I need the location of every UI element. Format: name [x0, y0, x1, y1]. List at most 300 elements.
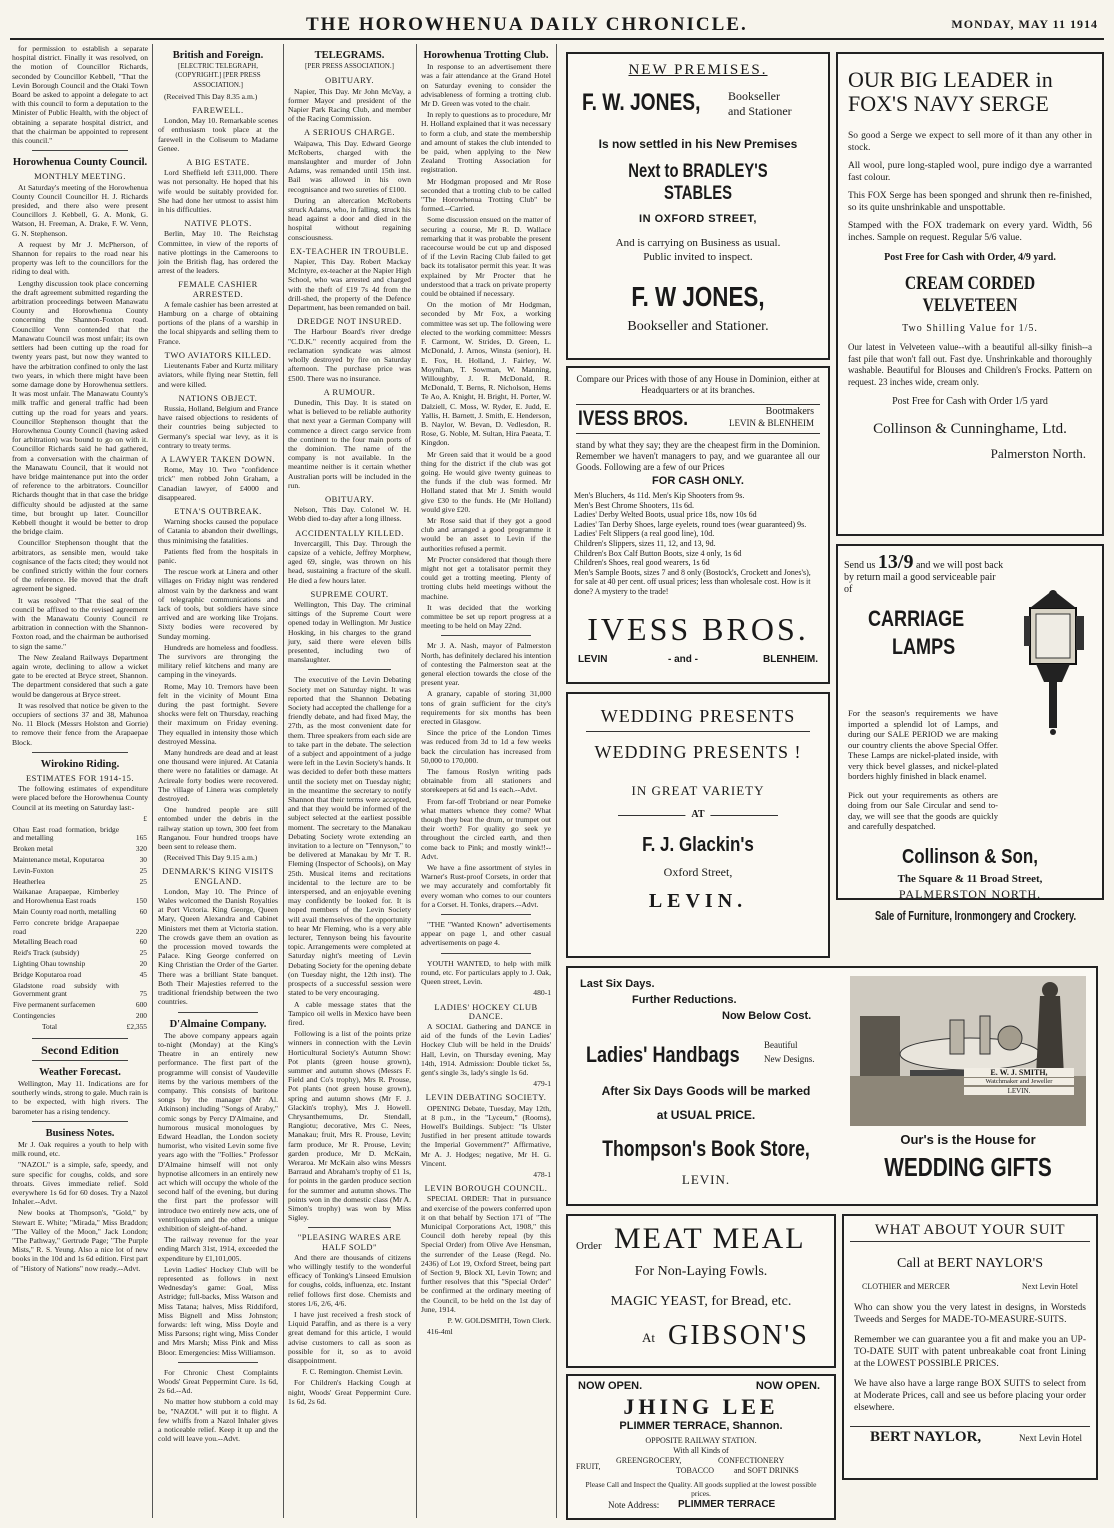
advert-town: LEVIN. — [681, 1172, 731, 1187]
estimates-row — [12, 970, 148, 981]
article-text: Following is a list of the points prize winners in connection with the Levin Horticultural Society's Autumn Show: Pot plants (green house grown), summer and autumn shows (Messrs F. Field and Co's trophy), Mrs R. Prouse, Pot plants (not green house grown), spring and autumn shows (Mr F. J. Glackin's trophy), Mrs J. Howell. Chrysanthemums, Dr. Stendall, Rangiotu; decorative, Mrs C. Nees, Manakau; fruit, Mrs R. Prouse, Levin; farm produce, Mr R. Prouse, Levin; garden produce, Mr D. McKain, Weraroa. Mr McKain also wins Messrs Barraud and Abraham's trophy of £1 1s, for points in the garden produce section for the summer and autumn shows. The points won in the domestic class (Mr A. Simon's trophy) was won by Miss Sigley. — [288, 1029, 411, 1223]
advert-location: Next Levin Hotel — [1022, 1282, 1078, 1291]
classified-heading: LEVIN BOROUGH COUNCIL. — [424, 1183, 548, 1194]
article-text: Many hundreds are dead and at least one thousand were injured. At Catania there were no fatalities or damage. At Acireale forty bodies were recovered. The village of Linera was completely destroyed. — [158, 748, 278, 804]
advert-title: CREAM CORDED VELVETEEN — [904, 273, 1036, 316]
article-text: Mr Rose said that if they got a good club and arranged a good programme it would be an asset to Levin if the authorities refused a permit. — [421, 515, 551, 553]
advert-title: NEW PREMISES. — [628, 62, 768, 78]
advert-text: GREENGROCERY, — [616, 1456, 682, 1465]
estimates-value: 30 — [139, 855, 147, 865]
article-subheading: DREDGE NOT INSURED. — [297, 316, 402, 327]
article-text: Lengthy discussion took place concerning the draft agreement submitted regarding the arbitration proceedings between Manawatu County and Horowhenua County concerning the Shannon-Foxton road. Councillor Venn contended that the Manawatu Council was most unfair; its own settlers had been cutting up the road for twenty years past, but now they wanted to have the arbitration confined to only the last two years, in which there might have been some damage done by Horowhenua settlers. It was most unfair. The Manawatu County's milk traffic and general traffic had been cutting up the road for years and years. Councillor Stephenson thought that the Horowhenua County Council (having asked for arbitration) was bound to go on with it. Councillor Richards said he had gathered, from a conversation with the chairman of the Manawatu Council, that it would not have bridge maintenance put into the order of reference to the arbitrators. Councillor Richards thought that in that case the bridge difficulty should be adjusted at the same time, but brought up later. Councillor Kebbell thought it would be better to drop the bridge claim. — [12, 278, 148, 537]
advert-title: Ladies' Handbags — [586, 1042, 740, 1067]
advert-town: LEVIN. — [648, 890, 748, 912]
advert-price: Post Free for Cash with Order, 4/9 yard. — [884, 252, 1056, 263]
advert-text: Stamped with the FOX trademark on every yard. Width, 56 inches. Sample on request. Regular 5/6 value. — [848, 221, 1092, 243]
estimates-row — [12, 877, 148, 888]
issue-date: MONDAY, MAY 11 1914 — [951, 17, 1098, 31]
estimates-row — [12, 907, 148, 918]
estimates-value: 25 — [139, 876, 147, 886]
advert-name: IVESS BROS. — [587, 610, 809, 647]
advert-name: JHING LEE — [623, 1394, 779, 1419]
estimates-value: 20 — [139, 959, 147, 968]
article-heading: Horowhenua County Council. — [12, 157, 148, 169]
estimates-item: Maintenance metal, Koputaroa — [13, 855, 105, 865]
estimates-row — [12, 1000, 148, 1011]
advert-text: OPPOSITE RAILWAY STATION. — [645, 1436, 757, 1445]
advert-subtitle: Two Shilling Value for 1/5. — [902, 323, 1038, 334]
estimates-row — [12, 1011, 148, 1022]
article-subheading: ACCIDENTALLY KILLED. — [295, 527, 404, 538]
advert-text: With all Kinds of — [673, 1446, 729, 1455]
estimates-row — [12, 825, 148, 845]
article-text: Since the price of the London Times was reduced from 3d to 1d a few weeks back the circulation has increased from 50,000 to 170,000. — [421, 728, 551, 765]
classified-text: OPENING Debate, Tuesday, May 12th, at 8 p.m., in the "Lyceum," (Rooms), Howell's Buildings. Subject: "Is Ulster Justified in her present attitude towards the Imperial Government?" Affirmative, Mr A. J. Hodges; negative, Mr H. G. Vincent. — [421, 1103, 551, 1168]
article-text: At Saturday's meeting of the Horowhenua County Council Councillor H. J. Richards presided, and there also were present Councillors J. Kebbell, G. A. Monk, G. Watson, H. Freeman, A. Drake, F. W. Venn, G. N. Stephenson. — [12, 182, 148, 238]
column-rule — [152, 44, 153, 1518]
article-text: Napier, This Day. Robert Mackay McIntyre, ex-teacher at the Napier High School, who was arrested and charged with the theft of £19 7s 4d from the drill-shed, the property of the Defence Department, has been remanded on bail. — [288, 257, 411, 313]
article-text: Dunedin, This Day. It is stated on what is believed to be reliable authority that next year a German Company will commence a direct cargo service from the continent to the four main ports of the dominion. The name of the company is not available. In the meantime neither is it certain whether Australian ports will be included in the run. — [288, 397, 411, 490]
advert-title: OUR BIG LEADER in — [848, 67, 1053, 92]
estimates-item: Metalling Beach road — [13, 937, 78, 947]
article-text: Nelson, This Day. Colonel W. H. Webb died to-day after a long illness. — [288, 505, 411, 524]
article-subheading: SUPREME COURT. — [310, 588, 389, 599]
divider — [308, 1227, 391, 1228]
article-text: Mr Green said that it would be a good thing for the district if the club was got going. He would give twenty guineas to the funds if the club was formed. Mr Holland stated that Mr J. Smith would give £30 to the funds. He (Mr Holland) would give £20. — [421, 449, 551, 514]
article-text: In reply to questions as to procedure, Mr H. Holland explained that it was necessary to form a club, and state the membership and amount of stakes the club intended to be paid, when applying to the New Zealand Trotting Association for registration. — [421, 110, 551, 175]
divider — [308, 669, 391, 670]
estimates-value: 600 — [135, 1000, 147, 1010]
advert-name: BERT NAYLOR, — [870, 1429, 982, 1445]
estimates-item: Ohau East road formation, bridge and metalling — [13, 824, 119, 843]
article-text: Rome, May 10. Tremors have been felt in the vicinity of Mount Etna during the past fortnight. Severe shocks were felt on Thursday, reaching their maximum on Friday evening. They equalled in intensity those which destroyed Messina. — [158, 681, 278, 746]
advert-trade: and Stationer — [728, 104, 792, 118]
estimates-value: 150 — [135, 896, 147, 906]
article-text: On the motion of Mr Hodgman, seconded by Mr Fox, a working committee was set up. The following were elected to the working committee: Messrs F. Carmont, W. Strides, D. Green, L. McDonald, J. Arnos, Winsta (senior), H. E. Fox, H. Holland, J. Fairley, W. Moynihan, T. Sowman, W. Manning, Willoughby, J. R. McDonald, R. McDonald, T. Berns, R. Nicholson, Hems Te Ao, A. Knight, H. Bright, H. Porter, W. Dalziell, C. Moss, W. Ryder, E. Judd, E. Yallis, H. Barnett, J. Smith, E. Henderson, B. Naylor, W. Bevan, D. Vedlesdon, R. Rose, G. Noble, M. Sultan, Hira Paeata, T. Kingdon. — [421, 300, 551, 448]
estimates-table — [12, 814, 148, 1033]
advert-town: Palmerston North. — [990, 446, 1086, 461]
estimates-item: Reid's Track (subsidy) — [13, 948, 80, 958]
article-text: We have a fine assortment of styles in Warner's Rust-proof Corsets, in order that we may accurately and comfortably fit every woman who comes to our counters for a Corset. H. Tonks, drapers.--Advt. — [421, 863, 551, 909]
article-text: Lieutenants Faber and Kurtz military aviators, while flying near Stettin, fell and were killed. — [158, 361, 278, 389]
article-text: For Chronic Chest Complaints Woods' Great Peppermint Cure. 1s 6d, 2s 6d.--Ad. — [158, 1367, 278, 1396]
advert-trade: Bookseller — [728, 89, 780, 103]
advert-text: All wool, pure long-stapled wool, pure indigo dye a warranted fast colour. — [848, 161, 1092, 183]
advert-town: BLENHEIM. — [763, 653, 818, 665]
advert-price-list — [574, 491, 822, 597]
article-text: For Children's Hacking Cough at night, Woods' Great Peppermint Cure. 1s 6d, 2s 6d. — [288, 1378, 411, 1406]
article-text: I have just received a fresh stock of Liquid Paraffin, and as there is a very great demand for this article, I would advise customers to call as soon as possible for it, so as to avoid disappointment. — [288, 1310, 411, 1366]
column-rule — [556, 44, 557, 1518]
article-text: Wellington, May 11. Indications are for southerly winds, strong to gale. Much rain is to be expected, with high rivers. The barometer has a rising tendency. — [12, 1078, 148, 1116]
classified-heading: LADIES' HOCKEY CLUB DANCE. — [434, 1001, 538, 1021]
advert-text: Compare our Prices with those of any House in Dominion, either at Headquarters or at its branches. — [576, 374, 820, 395]
advert-text: Note Address: — [608, 1500, 660, 1510]
divider — [178, 1012, 258, 1013]
article-text: (Received This Day 8.35 a.m.) — [164, 91, 258, 101]
advert-title: CARRIAGE — [868, 606, 965, 631]
price-list-item: Children's Shoes, real good wearers, 1s 6d — [574, 558, 710, 568]
estimates-value: 60 — [139, 937, 147, 947]
advert-trade: LEVIN & BLENHEIM — [729, 418, 814, 428]
estimates-value: 165 — [135, 833, 147, 843]
advert-text: Order — [576, 1240, 602, 1252]
advert-name: F. W JONES, — [631, 281, 765, 312]
article-subheading: ETNA'S OUTBREAK. — [174, 505, 262, 516]
article-text: Warning shocks caused the populace of Catania to abandon their dwellings, thus minimising the fatalities. — [158, 517, 278, 545]
estimates-item — [12, 814, 120, 825]
advert-line: IN OXFORD STREET, — [639, 213, 757, 225]
article-text: The New Zealand Railways Department again wrote, declining to allow a wicket gate to be erected at Bryce street, Shannon. The department considered that such a gate would be dangerous at Bryce street. — [12, 652, 148, 699]
article-text: Hundreds are homeless and foodless. The survivors are thronging the military relief kitchens and many are camping in the vineyards. — [158, 642, 278, 680]
advert-text: New Designs. — [764, 1054, 815, 1064]
estimates-value: 45 — [139, 969, 147, 979]
column-rule — [416, 44, 417, 1518]
classified-heading: LEVIN DEBATING SOCIETY. — [425, 1092, 547, 1103]
advert-cash: FOR CASH ONLY. — [652, 475, 744, 487]
advert-title: LAMPS — [892, 634, 956, 659]
price-list-item: Men's Sample Boots, sizes 7 and 8 only (Bostock's, Crockett and Jones's), for sale at 40 per cent. off usual prices; less than wholesale cost. How is it done? A mystery to the trade! — [574, 567, 811, 596]
article-subheading: NATIONS OBJECT. — [178, 392, 258, 403]
estimates-value: £ — [143, 813, 147, 823]
classified-signature: P. W. GOLDSMITH, Town Clerk. — [447, 1316, 551, 1325]
advert-line: Public invited to inspect. — [643, 251, 753, 263]
advert-trade: Bootmakers — [765, 406, 814, 417]
advert-line: After Six Days Goods will be marked — [601, 1084, 811, 1098]
advert-line: NOW OPEN. — [755, 1380, 820, 1392]
estimates-item: Heatherlea — [13, 876, 46, 886]
article-text: The famous Roslyn writing pads obtainable from all stationers and storekeepers at 6d and 1s each.--Advt. — [421, 767, 551, 795]
advert-text: FRUIT, — [576, 1462, 601, 1471]
estimates-row — [12, 918, 148, 938]
article-text: Some discussion ensued on the matter of securing a course, Mr R. D. Wallace remarking that it was probable the present racecourse would be cut up and disposed of if the Levin Racing Club failed to get back its totalisator permit this year. It was explained by Mr Procter that he understood that a track on private property could be obtained if necessary. — [421, 215, 552, 299]
article-text: During an altercation McRoberts struck Adams, who, in falling, struck his head against a door and died in the hospital without regaining consciousness. — [288, 195, 411, 242]
advert-title: MEAT MEAL — [614, 1222, 806, 1255]
estimates-value: 25 — [139, 865, 147, 875]
article-text: Mr Hodgman proposed and Mr Rose seconded that a trotting club to be called "The Horowhenua Trotting Club" be formed.--Carried. — [421, 176, 551, 214]
article-text: The following estimates of expenditure were placed before the Horowhenua County Council at its meeting on Saturday last:- — [12, 784, 148, 812]
estimates-item: Lighting Ohau township — [13, 959, 86, 968]
estimates-value: 75 — [139, 989, 147, 999]
estimates-row — [12, 844, 148, 855]
advert-fw-jones — [566, 52, 830, 360]
article-subheading: OBITUARY. — [325, 493, 374, 504]
advert-price: Post Free for Cash with Order 1/5 yard — [892, 396, 1048, 407]
article-text: No matter how stubborn a cold may be, "NAZOL" will put it to flight. A few whiffs from a Nazol Inhaler gives a noticeable relief. Keep it up and the cold will leave you.--Advt. — [158, 1397, 278, 1444]
advert-line: Call at BERT NAYLOR'S — [897, 1256, 1043, 1271]
advert-text: Remember we can guarantee you a fit and make you an UP-TO-DATE SUIT with patent unbreakable coat front Lining at the LOWEST POSSIBLE PRICES. — [854, 1335, 1086, 1369]
estimates-row — [12, 948, 148, 959]
article-text: Mr J. A. Nash, mayor of Palmerston North, has definitely declared his intention of contesting the Palmerston seat at the general election towards the close of the present year. — [421, 641, 551, 688]
advert-name: Collinson & Son, — [902, 845, 1038, 868]
press-credit: [PER PRESS ASSOCIATION.] — [305, 62, 394, 71]
estimates-total-label: Total — [42, 1021, 58, 1031]
divider — [32, 1060, 128, 1061]
article-text: "NAZOL" is a simple, safe, speedy, and sure specific for coughs, colds, and sore throats. Gives immediate relief. Sold everywhere 1s 6d for 60 doses. Try a Nazol Inhaler.--Advt. — [12, 1160, 148, 1207]
article-text: Lord Sheffield left £311,000. There was not personalty. He hoped that his wife would be suitably provided for. She had done her utmost to assist him in his difficulties. — [158, 168, 278, 215]
advert-text: and we will post back by return mail a good serviceable pair of — [844, 560, 1004, 595]
estimates-total-row — [12, 1022, 148, 1033]
advert-trade: Watchmaker and Jeweller — [964, 1078, 1074, 1085]
advert-title: WEDDING PRESENTS ! — [594, 742, 802, 762]
article-text: It was resolved that notice be given to the occupiers of sections 37 and 38, Mahunoa No. 11 Block (Messrs Holston and Gorrie) to remove their fence from the Arapaepae Block. — [12, 700, 148, 747]
advert-line: Is now settled in his New Premises — [598, 137, 798, 151]
article-text: for permission to establish a separate hospital district. Finally it was resolved, on the motion of Councillor Richards, seconded by Councillor Kebbell, "That the Levin Borough Council and the Otaki Town Board be asked to appoint a delegate to act with this council to form a deputation to the Minister of Public Health, with the object of obtaining a separate hospital district, and that the chairman be appointed to represent this council." — [12, 44, 148, 146]
article-text: Waipawa, This Day. Edward George McRoberts, charged with the manslaughter and murder of John Adams, was remanded until 15th inst. Bail was allowed in his own recognisance and two sureties of £100. — [288, 138, 411, 194]
advert-text: CONFECTIONERY — [718, 1456, 785, 1465]
advert-line: Further Reductions. — [632, 994, 737, 1006]
advert-address: PLIMMER TERRACE, Shannon. — [619, 1420, 783, 1432]
advert-line: Now Below Cost. — [722, 1010, 812, 1022]
advert-text: Beautiful — [764, 1040, 798, 1050]
advert-text: At — [642, 1330, 655, 1345]
advert-collinson-cunninghame — [836, 52, 1104, 536]
price-list-item: Children's Slippers, sizes 11, 12, and 13, 9d. — [574, 538, 716, 548]
advert-town-sep: - and - — [668, 653, 698, 665]
article-heading: British and Foreign. — [172, 50, 264, 61]
estimates-row — [12, 937, 148, 948]
article-text: Invercargill, This Day. Through the capsize of a vehicle, Jeffrey Morphew, aged 69, single, was thrown on his head, sustaining a fracture of the skull. He died a few hours later. — [288, 538, 411, 585]
article-text: A granary, capable of storing 31,000 tons of grain sufficient for the city's requirements for six months has been erected in Glasgow. — [421, 689, 551, 727]
advert-title: WEDDING PRESENTS — [586, 706, 810, 732]
advert-footer: Sale of Furniture, Ironmongery and Crockery. — [874, 907, 1077, 923]
price-list-item: Children's Box Calf Button Boots, size 4 only, 1s 6d — [574, 548, 742, 558]
advert-text: This FOX Serge has been sponged and shrunk then re-finished, so its quite unshrinkable and unspottable. — [848, 191, 1092, 213]
article-text: "THE "Wanted Known" advertisements appear on page 1, and other casual advertisements on page 4. — [421, 920, 551, 948]
article-text: The above company appears again to-night (Monday) at the King's Theatre in an entirely new performance. The first part of the programme will consist of Vaudeville items by the various members of the company. This consists of baritone songs by the manager (Mr Al. Atkinson) including "Songs of Araby," comic songs by Percy D'Almaine, and humorous musical monologues by Edward Headlan, the London society humorist, who visited Levin some five years ago with the "Follies." Professor D'Almaine himself will not only hypnotise allcomers in an entirely new act which will occupy the whole of the second half of the evening, but during the first part the professor will introduce two entirely new acts, one of ventriloquism and the other a unique exhibition of sleight-of-hand. — [158, 1030, 278, 1233]
advert-line: AT — [685, 809, 710, 820]
column-3 — [288, 44, 411, 1518]
article-text: It was decided that the working committee be set up report progress at a meeting to be held on May 22nd. — [421, 602, 551, 631]
article-text: From far-off Trobriand or near Pomeke what matters whence they come? What though they beat the drum, or trumpet out their worth? For quality go seek ye throughout the circled earth, and then come back to Pink; and mostly wink!!--Advt. — [421, 796, 551, 861]
advert-name: F. W. JONES, — [582, 89, 701, 116]
article-text: In response to an advertisement there was a fair attendance at the Grand Hotel on Saturday evening to consider the advisableness of forming a trotting club. Mr D. Green was voted to the chair. — [421, 62, 551, 109]
column-2 — [158, 44, 278, 1518]
article-subheading: ESTIMATES FOR 1914-15. — [25, 773, 135, 784]
article-subheading: DENMARK'S KING VISITS ENGLAND. — [162, 866, 274, 886]
article-text: The Harbour Board's river dredge "C.D.K." recently acquired from the reclamation syndicate was almost wholly destroyed by fire on Saturday afternoon. The purchase price was £500. There was no insurance. — [288, 327, 411, 383]
price-list-item: Ladies' Felt Slippers (a real good line), 10d. — [574, 529, 715, 539]
advert-line: And is carrying on Business as usual. — [615, 237, 781, 249]
advert-line: Bookseller and Stationer. — [627, 319, 769, 334]
advert-bert-naylor — [842, 1214, 1098, 1480]
article-subheading: A RUMOUR. — [323, 386, 376, 397]
advert-title: FOX'S NAVY SERGE — [848, 91, 1049, 116]
advert-address: Oxford Street, — [663, 865, 733, 879]
advert-name: F. J. Glackin's — [642, 834, 754, 856]
advert-name: Thompson's Book Store, — [602, 1136, 810, 1161]
advert-text: TOBACCO — [676, 1466, 715, 1475]
article-subheading: A LAWYER TAKEN DOWN. — [160, 453, 276, 464]
estimates-total-value: £2,355 — [126, 1021, 147, 1031]
estimates-value: 25 — [139, 948, 147, 958]
article-heading: Horowhenua Trotting Club. — [423, 50, 549, 61]
advert-line: Our's is the House for — [900, 1132, 1036, 1147]
article-text: Levin Ladies' Hockey Club will be represented as follows in next Wednesday's game: Goal, Miss Astridge; full-backs, Miss Watson and Miss Tatana; halves, Miss Riddiford, Miss Bignell and Miss Johnston; forwards: left wing, Miss Doyle and Miss Parsons; right wing, Miss Conder and Mrs Marsh; Miss Pink and Miss Bloor. Emergencies: Miss Williamson. — [158, 1264, 278, 1357]
advert-collinson-son — [836, 544, 1104, 923]
advert-line: For Non-Laying Fowls. — [634, 1264, 768, 1279]
column-4 — [421, 44, 551, 1518]
estimates-row — [12, 866, 148, 877]
advert-ivess-bros — [566, 366, 830, 684]
article-text: Napier, This Day. Mr John McVay, a former Mayor and president of the Napier Park Racing Club, and member of the Racing Commission. — [288, 86, 411, 124]
advert-smith-thompson — [566, 966, 1098, 1206]
article-subheading: A BIG ESTATE. — [186, 157, 250, 168]
article-text: One hundred people are still entombed under the debris in the railway station up town, 300 feet from Ranganou. Four hundred troops have been sent to release them. — [158, 805, 278, 852]
article-text: It was resolved "That the seal of the council be affixed to the revised agreement with the Manawatu County Council re arbitration in connection with the Shannon-Foxton road, and the chairman be authorised to sign the same." — [12, 595, 148, 651]
advert-signature: F. C. Remington. Chemist Levin. — [302, 1367, 403, 1377]
article-subheading: MONTHLY MEETING. — [34, 171, 126, 182]
divider — [441, 635, 531, 636]
advert-text: stand by what they say; they are the cheapest firm in the Dominion. Remember we haven't managers to pay, and we guarantee all our Goods. Following are a few of our Prices — [576, 440, 820, 472]
article-text: Wellington, This Day. The criminal sittings of the Supreme Court were opened today in Wellington. Mr Justice Hosking, in his charges to the grand jury, said there were eleven bills presented, including two of manslaughter. — [288, 599, 411, 665]
price-list-item: Ladies' Derby Welted Boots, usual price 18s, now 10s 6d — [574, 510, 757, 520]
advert-line: NOW OPEN. — [578, 1380, 643, 1392]
advert-line: Next to BRADLEY'S STABLES — [628, 161, 768, 204]
carriage-lamp-icon — [1016, 586, 1092, 736]
masthead — [10, 14, 1104, 40]
article-subheading: FEMALE CASHIER ARRESTED. — [178, 279, 258, 299]
estimates-row — [12, 814, 148, 825]
classified-ref: 478-1 — [533, 1169, 551, 1179]
advert-name: Collinson & Cunninghame, Ltd. — [873, 421, 1067, 437]
advert-glackin — [566, 692, 830, 958]
article-text: Patients fled from the hospitals in panic. — [158, 546, 278, 565]
press-credit: [ELECTRIC TELEGRAPH, (COPYRIGHT.] [PER PRESS ASSOCIATION.] — [175, 62, 261, 89]
advert-price: 13/9 — [877, 551, 914, 573]
estimates-row — [12, 855, 148, 866]
article-subheading: TWO AVIATORS KILLED. — [164, 349, 272, 360]
advert-text: Pick out your requirements as others are doing from our Sale Circular and send to-day, we will see that the goods are quickly and carefully despatched. — [848, 789, 998, 831]
article-heading: D'Almaine Company. — [169, 1018, 267, 1030]
article-text: The executive of the Levin Debating Society met on Saturday night. It was reported that the Shannon Debating Society had accepted the challenge for a friendly debate, and had fixed May, the 27th, as the most convenient date for them. Three speakers from each side are to take part in the debate. The selection of a subject and appointment of a judge were left in the Levin Society's hands. It was decided to defer both these matters until the society met on Tuesday night; in the meantime the secretary to notify Shannon that their terms were accepted, and that they would be informed of the subject selected at the earliest possible moment. The secretary to the Manakau Debating Society wrote extending an invitation to a lecture on "Tennyson," to be delivered at Manakau by Mr T. R. Fleming (Inspector of Schools), on May 25th. Musical items and recitations incidental to the lecture are to be interspersed, and an enjoyable evening may confidently be looked for. It is hoped members of the Levin Society will avail themselves of the opportunity to hear Mr Fleming, who is a very able lecturer, Tennyson being his favourite topic. Arrangements were completed at Saturday night's meeting of Levin Debating Society for the opening debate (on Tuesday night, the 12th inst). The prospects of a successful session were stated to be very encouraging. — [288, 675, 411, 998]
advert-address: PALMERSTON NORTH. — [898, 886, 1042, 901]
article-text: London, May 10. The Prince of Wales welcomed the Danish Royalties at Port Victoria. King George, Queen Mary, Queen Alexandra and Cabinet Ministers met them at Victoria station. The crowds gave them an ovation as the procession moved towards the Palace. King George conferred on King Christian the Order of the Garter. There was a brilliant State banquet. Both Their Majesties referred to the traditional friendship between the two countries. — [158, 886, 278, 1007]
article-text: Rome, May 10. Two "confidence trick" men robbed John Graham, a Canadian lawyer, of £4000 and disappeared. — [158, 465, 278, 502]
article-text: London, May 10. Remarkable scenes of enthusiasm took place at the farewell in the Coliseum to Madame Genee. — [158, 116, 278, 153]
article-subheading: EX-TEACHER IN TROUBLE. — [290, 245, 409, 256]
classified-ref: 479-1 — [533, 1079, 551, 1089]
advert-text: So good a Serge we expect to sell more of it than any other in stock. — [848, 131, 1092, 153]
estimates-row — [12, 981, 148, 1001]
estimates-row — [12, 959, 148, 970]
estimates-item: Contingencies — [13, 1010, 56, 1020]
newspaper-title: THE HOROWHENUA DAILY CHRONICLE. — [306, 14, 748, 35]
divider — [441, 914, 531, 915]
wedding-gifts-illustration-icon — [850, 976, 1086, 1126]
article-text: Mr J. Oak requires a youth to help with milk round, etc. — [12, 1140, 148, 1159]
divider — [32, 150, 128, 151]
estimates-item: Levin-Foxton — [13, 865, 54, 875]
estimates-item: Waikanae Arapaepae, Kimberley and Horowhenua East roads — [13, 887, 119, 906]
article-text: Berlin, May 10. The Reichstag Committee, in view of the reports of native plottings in the Cameroons to join the British flag, has ordered the arrest of the leaders. — [158, 229, 278, 276]
classified-ref: 480-1 — [533, 988, 551, 998]
article-text: Mr Procter considered that though there might not get a totalisator permit they could get a trotting meeting. Plenty of trotting clubs held meetings without the machine. — [421, 554, 551, 601]
article-heading: Business Notes. — [45, 1127, 115, 1139]
article-text: The rescue work at Linera and other villages on Friday night was rendered almost vain by the darkness and want of telegraphic communications and lack of tools, but soldiers have since arrived and are working like Trojans. Sixty bodies were recovered by Sunday morning. — [158, 567, 278, 641]
advert-address: PLIMMER TERRACE — [678, 1499, 776, 1510]
article-text: New books at Thompson's, "Gold," by Stewart E. White; "Mirada," Miss Braddon; "The Valley of the Moon," Jack London; "The Pathway," Gertrude Page; "The Purple Mists," R. S. Yeung. Also a nice lot of new books in the 10d and 1s 6d edition. First part of "History of Nations" now ready.--Advt. — [12, 1208, 148, 1273]
advert-title: WEDDING GIFTS — [884, 1152, 1052, 1182]
estimates-value: 320 — [135, 844, 147, 854]
classified-ref: 416-4ml — [427, 1327, 453, 1337]
classified-text: SPECIAL ORDER: That in pursuance and exercise of the powers conferred upon it on that behalf by Section 171 of "The Municipal Corporations Act, 1908," this Council doth hereby repeal (by this Special Order) from Olive Ave Hensman, the surrender of the Lease (Regd. No. 2436) of Lot 19, Oxford Street, being part of Section 9, Block XI, Levin Town; and further resolves that this "Special Order" be confirmed at the ordinary meeting of the Council, to be held on the 1st day of June, 1914. — [421, 1194, 551, 1314]
article-text: Councillor Stephenson thought that the arbitrators, as sensible men, would take cognisance of the facts cited; they would not be confined strictly within the four corners of the reference. He moved that the draft agreement be signed. — [12, 538, 148, 594]
advert-heading: "PLEASING WARES ARE HALF SOLD" — [297, 1232, 402, 1252]
classified-text: YOUTH WANTED, to help with milk round, etc. For particulars apply to J. Oak, Queen street, Levin. — [421, 958, 551, 987]
edition-heading: Second Edition — [41, 1042, 119, 1057]
article-text: (Received This Day 9.15 a.m.) — [164, 853, 258, 863]
estimates-item: Main County road north, metalling — [13, 907, 117, 917]
advert-line: at USUAL PRICE. — [656, 1108, 756, 1122]
advert-text: Please Call and Inspect the Quality. All goods supplied at the lowest possible prices. — [585, 1480, 817, 1498]
advert-line: MAGIC YEAST, for Bread, etc. — [610, 1294, 792, 1309]
classified-text: A SOCIAL Gathering and DANCE in aid of the funds of the Levin Ladies' Hockey Club will be held in the Druids' Hall, Levin, on Thursday evening, May 14th, 1914. Admission: Double ticket 5s, gent's single 3s, lady's single 1s 6d. — [421, 1021, 551, 1077]
advert-address: The Square & 11 Broad Street, — [897, 872, 1043, 885]
advert-jhing-lee — [566, 1374, 836, 1520]
estimates-item: Bridge Koputaroa road — [13, 969, 82, 979]
article-heading: Weather Forecast. — [39, 1066, 121, 1078]
advert-gibsons — [566, 1214, 836, 1368]
advert-text: For the season's requirements we have imported a splendid lot of Lamps, and during our SALE PERIOD we are making our country clients the above Special Offer. These Lamps are nickel-plated inside, with very thick bevel glasses, and nickel-plated borders highly finished in black enamel. — [848, 708, 998, 781]
article-text: And there are thousands of citizens who willingly testify to the wonderful efficacy of Tonking's Linseed Emulsion for coughs, colds, influenza, etc. Instant relief follows first dose. Chemists and stores 1/6, 2/6, 4/6. — [288, 1252, 411, 1308]
estimates-item: Five permanent surfacemen — [13, 1000, 96, 1010]
advert-text: and SOFT DRINKS — [734, 1466, 799, 1475]
article-subheading: OBITUARY. — [325, 75, 374, 86]
price-list-item: Men's Best Chrome Shooters, 11s 6d. — [574, 500, 695, 510]
divider — [441, 953, 531, 954]
advert-line: IN GREAT VARIETY — [631, 783, 765, 798]
advert-name: GIBSON'S — [668, 1320, 809, 1351]
advert-town: LEVIN. — [964, 1087, 1074, 1095]
estimates-value: 200 — [135, 1010, 147, 1020]
estimates-row — [12, 887, 148, 907]
price-list-item: Ladies' Tan Derby Shoes, large eyelets, round toes (wear guaranteed) 9s. — [574, 519, 807, 529]
advert-text: Send us — [844, 560, 876, 571]
advert-line: Last Six Days. — [580, 978, 655, 990]
article-text: A request by Mr J. McPherson, of Shannon for repairs to the road near his property was left to the councillors for the riding to deal with. — [12, 239, 148, 277]
article-text: A cable message states that the Tampico oil wells in Mexico have been fired. — [288, 999, 411, 1027]
estimates-value: 220 — [135, 926, 147, 936]
advert-shop: E. W. J. SMITH, — [964, 1068, 1074, 1077]
article-text: Russia, Holland, Belgium and France have raised objections to residents of their countries being subjected to Germany's special war levy, as it is contrary to treaty terms. — [158, 403, 278, 450]
advert-text: Who can show you the very latest in designs, in Worsteds Tweeds and Serges for MADE-TO-MEASURE-SUITS. — [854, 1303, 1086, 1325]
article-subheading: FAREWELL. — [192, 105, 244, 116]
advert-location: Next Levin Hotel — [1019, 1433, 1082, 1443]
estimates-item: Gladstone road subsidy with Government grant — [13, 980, 119, 999]
article-subheading: A SERIOUS CHARGE. — [304, 127, 395, 138]
estimates-value: 60 — [139, 907, 147, 917]
advert-trade: CLOTHIER and MERCER — [862, 1282, 950, 1291]
divider — [32, 752, 128, 753]
divider — [32, 1121, 128, 1122]
column-1 — [12, 44, 148, 1518]
article-subheading: NATIVE PLOTS. — [184, 218, 252, 229]
estimates-item: Ferro concrete bridge Arapaepae road — [13, 917, 119, 936]
article-text: The railway revenue for the year ending March 31st, 1914, exceeded the expenditure by £1,101,005. — [158, 1235, 278, 1263]
article-heading: Wirokino Riding. — [40, 758, 120, 770]
advert-title: WHAT ABOUT YOUR SUIT — [850, 1222, 1090, 1242]
advert-name: IVESS BROS. — [578, 407, 689, 430]
estimates-item: Broken metal — [13, 844, 54, 854]
advert-town: LEVIN — [578, 653, 608, 665]
advert-text: We have also have a large range BOX SUITS to select from at Moderate Prices, call and see us before placing your order elsewhere. — [854, 1379, 1086, 1413]
divider — [178, 1362, 258, 1363]
article-heading: TELEGRAMS. — [314, 50, 385, 61]
divider — [32, 1038, 128, 1039]
column-rule — [283, 44, 284, 1518]
price-list-item: Men's Bluchers, 4s 11d. Men's Kip Shooters from 9s. — [574, 491, 745, 500]
